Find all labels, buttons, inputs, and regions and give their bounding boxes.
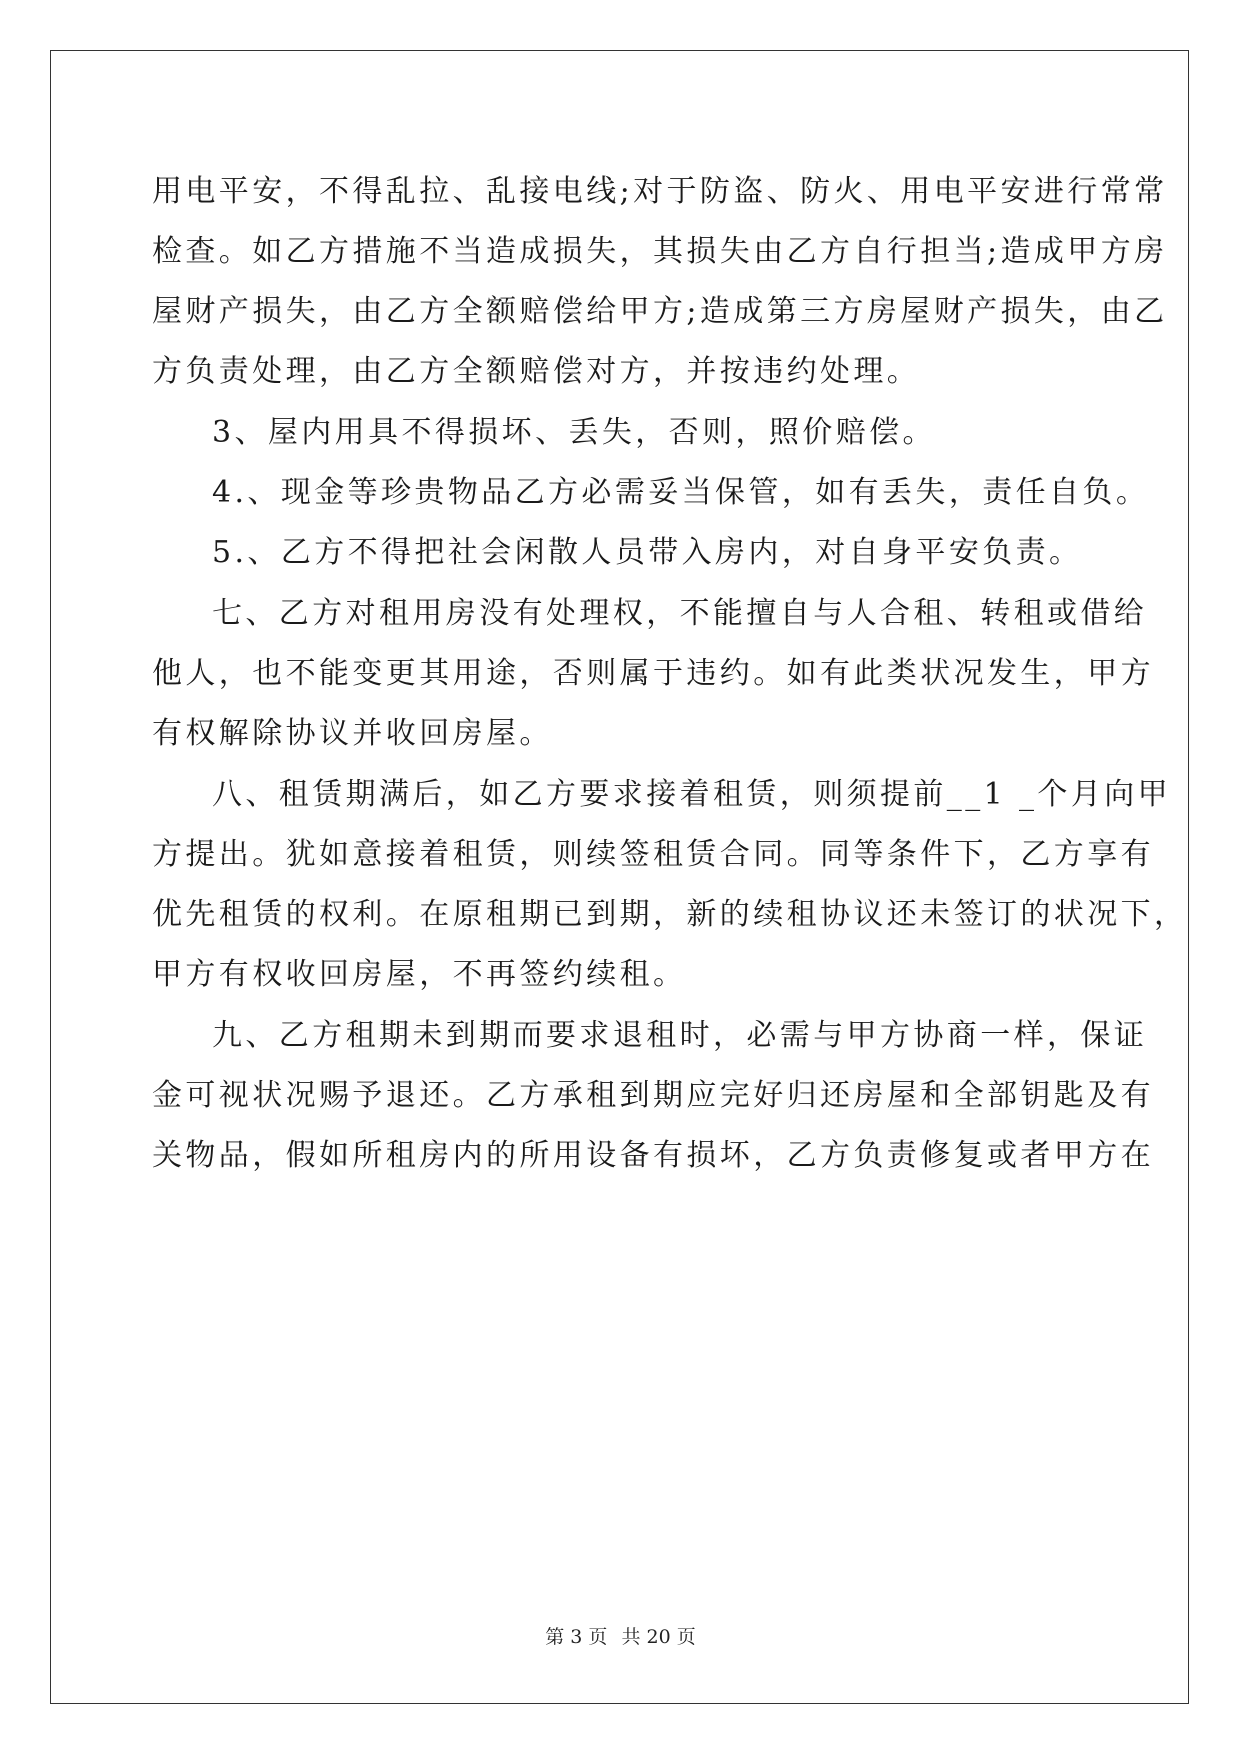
text-line: 关物品，假如所租房内的所用设备有损坏，乙方负责修复或者甲方在 (152, 1138, 1154, 1173)
text-line: 检查。如乙方措施不当造成损失，其损失由乙方自行担当;造成甲方房 (152, 234, 1168, 269)
text-line: 八、租赁期满后，如乙方要求接着租赁，则须提前__1 _个月向甲 (212, 777, 1172, 812)
text-line: 甲方有权收回房屋，不再签约续租。 (152, 957, 687, 992)
text-line: 用电平安，不得乱拉、乱接电线;对于防盗、防火、用电平安进行常常 (152, 174, 1168, 209)
text-line: 4.、现金等珍贵物品乙方必需妥当保管，如有丢失，责任自负。 (212, 475, 1150, 510)
text-line: 5.、乙方不得把社会闲散人员带入房内，对自身平安负责。 (212, 535, 1083, 570)
text-line: 3、屋内用具不得损坏、丢失，否则，照价赔偿。 (212, 415, 936, 450)
text-line: 金可视状况赐予退还。乙方承租到期应完好归还房屋和全部钥匙及有 (152, 1078, 1154, 1113)
text-line: 七、乙方对租用房没有处理权，不能擅自与人合租、转租或借给 (212, 596, 1148, 631)
text-line: 屋财产损失，由乙方全额赔偿给甲方;造成第三方房屋财产损失，由乙 (152, 294, 1168, 329)
page-total: 共 20 页 (621, 1626, 696, 1648)
page-number: 第 3 页 (545, 1626, 608, 1648)
text-line: 他人，也不能变更其用途，否则属于违约。如有此类状况发生，甲方 (152, 656, 1154, 691)
text-line: 方负责处理，由乙方全额赔偿对方，并按违约处理。 (152, 354, 921, 389)
text-line: 有权解除协议并收回房屋。 (152, 716, 553, 751)
text-line: 方提出。犹如意接着租赁，则续签租赁合同。同等条件下，乙方享有 (152, 837, 1154, 872)
page-footer (0, 1622, 1241, 1649)
text-line: 优先租赁的权利。在原租期已到期，新的续租协议还未签订的状况下， (152, 897, 1188, 932)
text-line: 九、乙方租期未到期而要求退租时，必需与甲方协商一样，保证 (212, 1018, 1148, 1053)
